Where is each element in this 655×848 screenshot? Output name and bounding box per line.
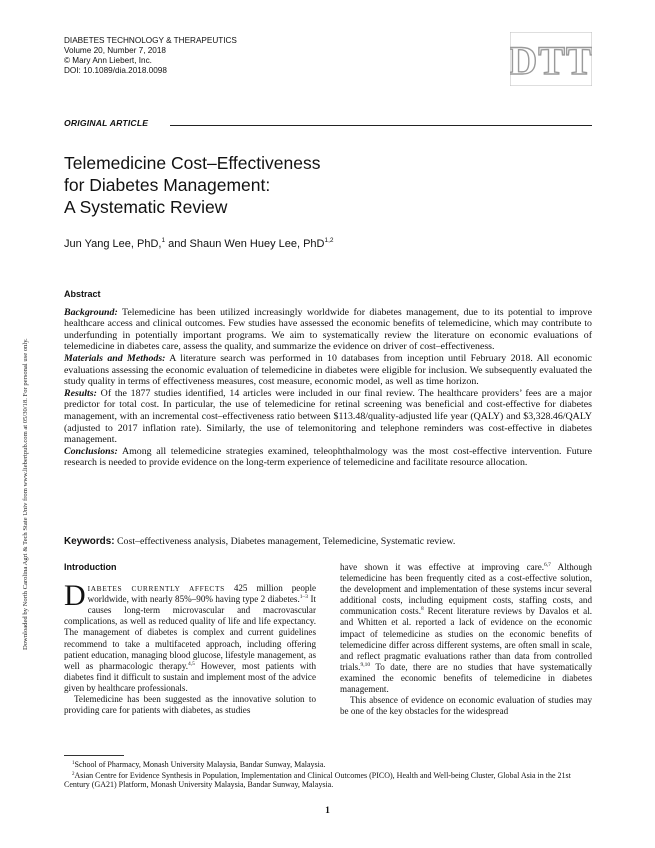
footnotes [64, 759, 594, 790]
citation: 4,5 [188, 660, 195, 667]
section-heading: Introduction [64, 562, 117, 572]
abstract-methods [64, 353, 592, 388]
title-line: Telemedicine Cost–Effectiveness [64, 153, 321, 173]
author-connector: and [165, 238, 190, 250]
body-paragraph: Telemedicine has been suggested as the innovative solution to providing care for patients with diabetes, as studies [64, 694, 316, 716]
abstract-heading: Abstract [64, 289, 101, 299]
journal-volume: Volume 20, Number 7, 2018 [64, 46, 166, 55]
abstract-text: Among all telemedicine strategies examined, teleophthalmology was the most cost-effective intervention. Future research is needed to provide evidence on the long-term experience of telemedicine and facilitate resource allocation. [64, 445, 592, 469]
page-number: 1 [325, 806, 330, 816]
footnote-text: School of Pharmacy, Monash University Malaysia, Bandar Sunway, Malaysia. [74, 760, 326, 769]
body-text: 425 million people worldwide, with nearly 85%–90% having type 2 diabetes. [87, 583, 317, 605]
abstract-label: Materials and Methods: [64, 352, 166, 364]
author-name: Shaun Wen Huey Lee, PhD [189, 238, 325, 250]
abstract-text: Of the 1877 studies identified, 14 articles were included in our final review. The healthcare providers’ fees are a major predictor for total cost. In particular, the use of telemedicine for retinal screening was beneficial and cost-effective for diabetes management, with an incremental cost–effectiveness ratio between $113.48/quality-adjusted life year (QALY) and $3,328.46/QALY (adjusted to 2017 inflation rate). Similarly, the use of telemonitoring and telephone reminders was cost-effective in diabetes management. [64, 387, 592, 446]
footnote-marker: 1 [72, 761, 75, 766]
citation: 8 [420, 606, 424, 613]
svg-text:DTT: DTT [510, 38, 592, 83]
body-text: have shown it was effective at improving care. [340, 562, 545, 572]
abstract [64, 289, 592, 469]
keywords-text: Cost–effectiveness analysis, Diabetes management, Telemedicine, Systematic review. [114, 536, 456, 547]
body-paragraph: This absence of evidence on economic evaluation of studies may be one of the key obstacles for the widespread [340, 695, 592, 717]
citation: 1–3 [299, 594, 308, 601]
title-line: A Systematic Review [64, 197, 228, 217]
title-line: for Diabetes Management: [64, 175, 271, 195]
body-column-left [64, 562, 316, 716]
abstract-background [64, 307, 592, 353]
abstract-results [64, 388, 592, 446]
lead-in-text: IABETES CURRENTLY AFFECTS [87, 584, 225, 594]
keywords-label: Keywords: [64, 536, 115, 547]
body-text: It causes long-term microvascular and macrovascular complications, as well as reduced quality of life and life expectancy. The management of diabetes is complex and current guidelines recommend to take a multifaceted approach, including offering patient education, managing blood glucose, lifestyle management, as well as pharmacologic therapy. [64, 594, 316, 671]
abstract-text: Telemedicine has been utilized increasingly worldwide for diabetes management, due to its potential to improve healthcare access and clinical outcomes. Few studies have assessed the economic benefits of telemedicine, which may contribute to underfunding in potentially important programs. We aim to systematically review the literature on economic evaluations of telemedicine in diabetes care, assess the quality, and summarize the evidence on driver of cost–effectiveness. [64, 306, 592, 353]
abstract-conclusions [64, 446, 592, 469]
citation: 9,10 [360, 661, 371, 668]
author-list [64, 237, 334, 250]
footnote-divider [64, 755, 124, 756]
download-notice-text: Downloaded by North Carolina Agri & Tech State Univ from www.liebertpub.com at 05/30/18. For personal use only. [22, 338, 29, 650]
footnote [64, 759, 594, 770]
journal-copyright: © Mary Ann Liebert, Inc. [64, 56, 152, 65]
footnote-marker: 2 [72, 771, 75, 777]
keywords [64, 536, 592, 547]
citation: 6,7 [544, 562, 551, 568]
abstract-label: Background: [64, 306, 118, 318]
body-paragraph [340, 562, 592, 695]
article-title [64, 152, 320, 218]
abstract-label: Results: [64, 387, 97, 399]
section-divider [170, 125, 592, 126]
body-text: Recent literature reviews by Davalos et al. and Whitten et al. reported a lack of evidence on the economic impact of telemedicine as studies on the economic benefits of telemedicine differ across different systems, are often small in scale, and reflect pragmatic evaluations rather than data from controlled trials. [340, 606, 592, 672]
body-paragraph [64, 579, 317, 694]
section-tag: ORIGINAL ARTICLE [64, 118, 149, 128]
journal-header [64, 36, 237, 76]
abstract-text: A literature search was performed in 10 databases from inception until February 2018. All economic evaluations assessing the economic evaluation of telemedicine in diabetes were eligible for inclusion. We subsequently evaluated the study quality in terms of effectiveness measures, cost measure, economic model, as well as time horizon. [64, 352, 592, 388]
footnote [64, 770, 594, 790]
author-affiliation: 1,2 [324, 237, 334, 244]
download-notice [22, 230, 38, 650]
author-affiliation: 1 [161, 237, 166, 244]
body-text: Although telemedicine has been frequently cited as a cost-effective solution, the development and implementation of these systems incur several additional costs, including equipment costs, staffing costs, and communication costs. [340, 562, 592, 617]
author-name: Jun Yang Lee, PhD, [64, 238, 162, 250]
journal-logo [510, 32, 592, 86]
drop-cap: D [64, 579, 86, 613]
body-text: To date, there are no studies that have systematically examined the economic benefits of telemedicine in diabetes management. [340, 661, 592, 695]
abstract-label: Conclusions: [64, 445, 118, 457]
journal-name: DIABETES TECHNOLOGY & THERAPEUTICS [64, 36, 237, 45]
journal-doi: DOI: 10.1089/dia.2018.0098 [64, 66, 167, 75]
body-text: However, most patients with diabetes find it difficult to sustain and implement most of the advice given by healthcare professionals. [64, 660, 316, 693]
body-column-right [340, 562, 592, 717]
footnote-text: Asian Centre for Evidence Synthesis in Population, Implementation and Clinical Outcomes (PICO), Health and Well-being Cluster, Global Asia in the 21st Century (GA21) Platform, Monash University Malaysia, Bandar Sunway, Malaysia. [64, 770, 571, 790]
